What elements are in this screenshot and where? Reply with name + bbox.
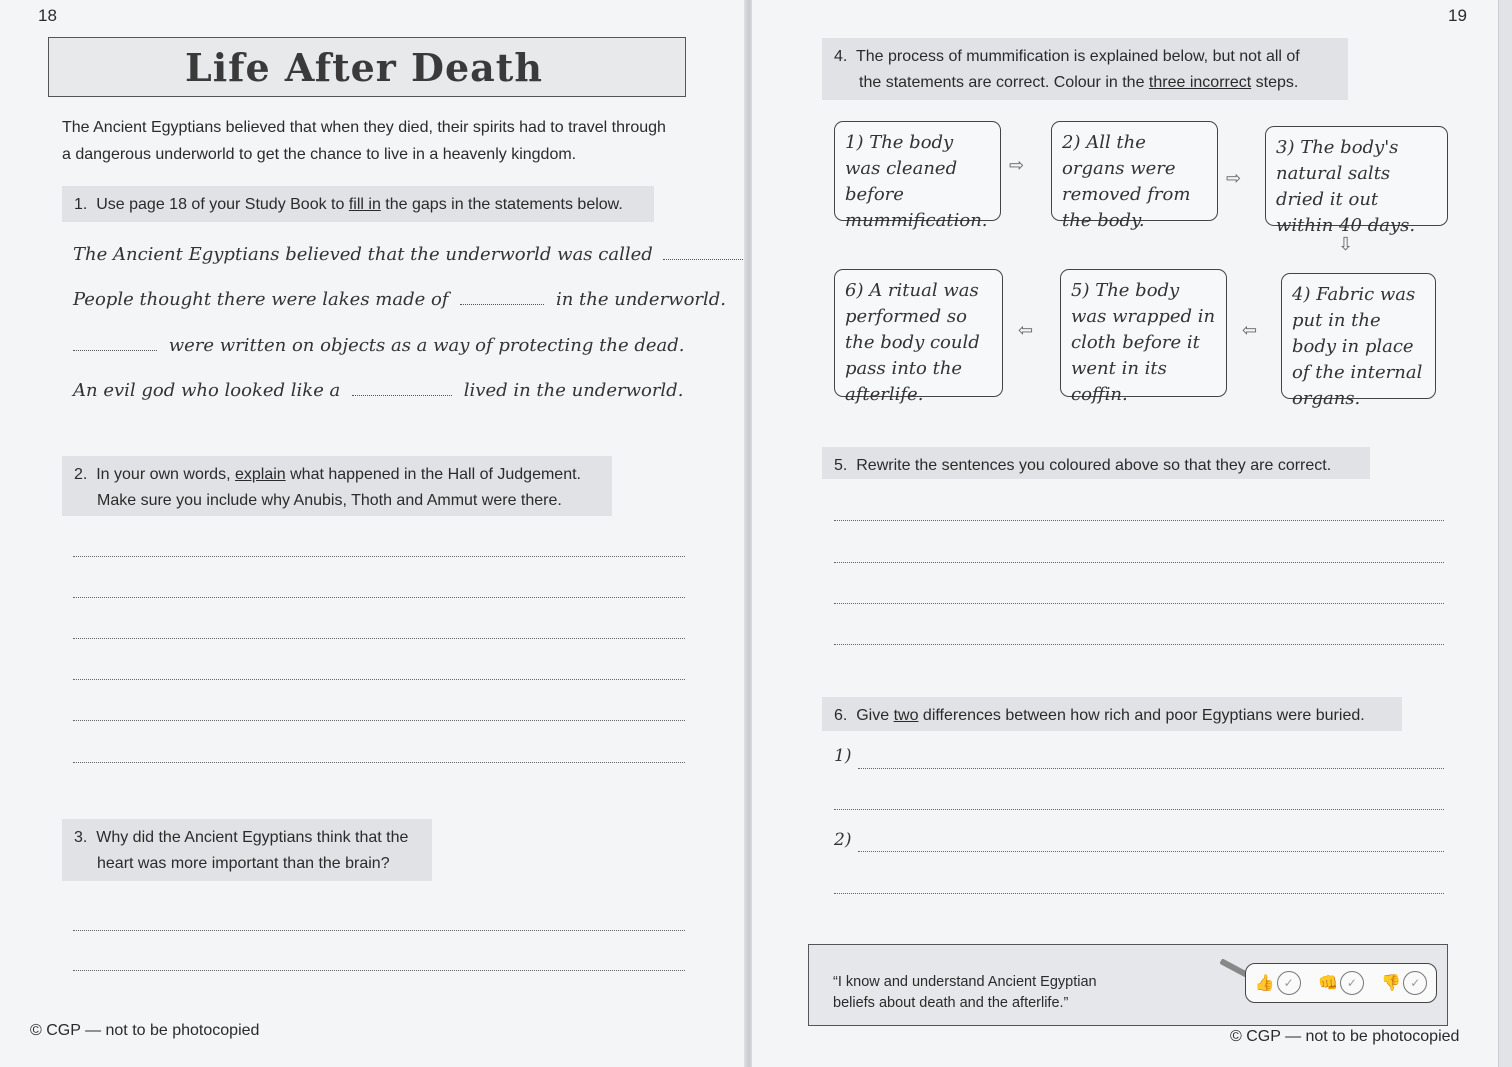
arrow-right-icon: ⇨: [1009, 155, 1025, 175]
self-assessment-text: [833, 972, 1133, 1014]
statement-1-text: The Ancient Egyptians believed that the underworld was called: [73, 244, 653, 265]
arrow-left-icon: ⇦: [1018, 320, 1034, 340]
answer-line[interactable]: [73, 679, 685, 680]
step-box-1[interactable]: 1) The body was cleaned before mummification.: [834, 121, 1001, 221]
page-edge: [1498, 0, 1512, 1067]
rating-thumbs-up[interactable]: [1255, 971, 1301, 995]
question-3-number: 3.: [74, 829, 88, 846]
arrow-right-icon: ⇨: [1226, 168, 1242, 188]
tick-circle-icon[interactable]: ✓: [1277, 971, 1301, 995]
arrow-down-icon: ⇩: [1338, 234, 1354, 254]
question-6-text-end: differences between how rich and poor Egyptians were buried.: [918, 707, 1365, 724]
statement-1: [73, 244, 748, 265]
question-6-number: 6.: [834, 707, 848, 724]
question-4: [822, 38, 1348, 100]
answer-line[interactable]: [834, 562, 1444, 563]
answer-line[interactable]: [73, 597, 685, 598]
question-1-text: Use page 18 of your Study Book to: [96, 196, 349, 213]
question-5-number: 5.: [834, 457, 848, 474]
step-box-6[interactable]: 6) A ritual was performed so the body could pass into the afterlife.: [834, 269, 1003, 397]
statement-4: [73, 380, 683, 401]
question-4-text-end: steps.: [1251, 74, 1299, 91]
self-rating: [1245, 963, 1437, 1003]
intro-text: The Ancient Egyptians believed that when they died, their spirits had to travel through a dangerous underworld to get the chance to live in a heavenly kingdom.: [62, 119, 666, 163]
question-2-underlined: explain: [234, 466, 286, 483]
answer-label-2: 2): [834, 830, 852, 850]
right-page: [752, 0, 1498, 1067]
question-4-line-1: [834, 44, 1336, 70]
statement-4-text: An evil god who looked like a: [73, 380, 341, 401]
answer-line[interactable]: [834, 893, 1444, 894]
statement-2: [73, 289, 726, 310]
question-6: [822, 697, 1402, 731]
arrow-left-icon: ⇦: [1242, 320, 1258, 340]
thumbs-down-icon: 👎: [1381, 975, 1402, 992]
answer-line[interactable]: [73, 970, 685, 971]
question-4-line-2: [834, 70, 1336, 96]
question-1-text-end: the gaps in the statements below.: [380, 196, 623, 213]
step-box-4[interactable]: 4) Fabric was put in the body in place of the internal organs.: [1281, 273, 1436, 399]
rating-thumbs-down[interactable]: [1381, 971, 1427, 995]
question-2: [62, 456, 612, 516]
tick-circle-icon[interactable]: ✓: [1340, 971, 1364, 995]
statement-3-text: were written on objects as a way of protecting the dead.: [168, 335, 685, 356]
statement-2-end: in the underworld.: [555, 289, 727, 310]
answer-line[interactable]: [834, 520, 1444, 521]
tick-circle-icon[interactable]: ✓: [1403, 971, 1427, 995]
footer-left: © CGP — not to be photocopied: [30, 1022, 260, 1039]
step-box-3[interactable]: 3) The body's natural salts dried it out within 40 days.: [1265, 126, 1448, 226]
question-2-line-1: [74, 462, 600, 488]
step-box-5[interactable]: 5) The body was wrapped in cloth before it went in its coffin.: [1060, 269, 1227, 397]
statement-2-text: People thought there were lakes made of: [73, 289, 449, 310]
title-banner: [48, 37, 686, 97]
question-1-number: 1.: [74, 196, 88, 213]
question-2-number: 2.: [74, 466, 88, 483]
question-4-text: The process of mummification is explained below, but not all of: [855, 48, 1300, 65]
rating-thumbs-sideways[interactable]: [1318, 971, 1364, 995]
answer-line[interactable]: [834, 603, 1444, 604]
question-5-text: Rewrite the sentences you coloured above so that they are correct.: [856, 457, 1332, 474]
answer-line[interactable]: [73, 762, 685, 763]
answer-label-1: 1): [834, 746, 852, 766]
question-2-text: In your own words,: [96, 466, 235, 483]
statement-4-end: lived in the underworld.: [463, 380, 684, 401]
page-number-right: 19: [1448, 6, 1467, 25]
blank-4[interactable]: [352, 381, 452, 396]
question-3-text: Why did the Ancient Egyptians think that the: [96, 829, 409, 846]
self-assessment-line-2: beliefs about death and the afterlife.”: [833, 995, 1069, 1011]
answer-line[interactable]: [858, 768, 1444, 769]
answer-line[interactable]: [73, 720, 685, 721]
self-assessment-line-1: “I know and understand Ancient Egyptian: [833, 974, 1097, 990]
question-6-underlined: two: [893, 707, 919, 724]
left-page: [0, 0, 746, 1067]
question-1-underlined: fill in: [348, 196, 381, 213]
self-assessment-box: [808, 944, 1448, 1026]
question-3-line-2: heart was more important than the brain?: [97, 855, 390, 872]
answer-line[interactable]: [834, 644, 1444, 645]
answer-line[interactable]: [834, 809, 1444, 810]
question-2-line-2: Make sure you include why Anubis, Thoth and Ammut were there.: [97, 492, 562, 509]
footer-right: © CGP — not to be photocopied: [1230, 1028, 1460, 1045]
answer-line[interactable]: [73, 556, 685, 557]
blank-2[interactable]: [460, 290, 544, 305]
question-1: [62, 186, 654, 222]
question-5: [822, 447, 1370, 479]
answer-line[interactable]: [73, 930, 685, 931]
blank-1[interactable]: [663, 245, 743, 260]
question-4-text-2: the statements are correct. Colour in the: [859, 74, 1149, 91]
question-3-line-1: [74, 825, 420, 851]
question-3: [62, 819, 432, 881]
step-box-2[interactable]: 2) All the organs were removed from the body.: [1051, 121, 1218, 221]
thumbs-up-icon: 👍: [1254, 975, 1275, 992]
question-4-underlined: three incorrect: [1148, 74, 1252, 91]
answer-line[interactable]: [858, 851, 1444, 852]
page-number-left: 18: [38, 6, 57, 25]
question-6-text: Give: [856, 707, 894, 724]
answer-line[interactable]: [73, 638, 685, 639]
question-4-number: 4.: [834, 48, 848, 65]
page-title: Life After Death: [185, 44, 543, 90]
thumbs-sideways-icon: 👊: [1318, 975, 1338, 992]
question-2-text-end: what happened in the Hall of Judgement.: [285, 466, 581, 483]
blank-3[interactable]: [73, 336, 157, 351]
statement-3: [73, 335, 685, 356]
